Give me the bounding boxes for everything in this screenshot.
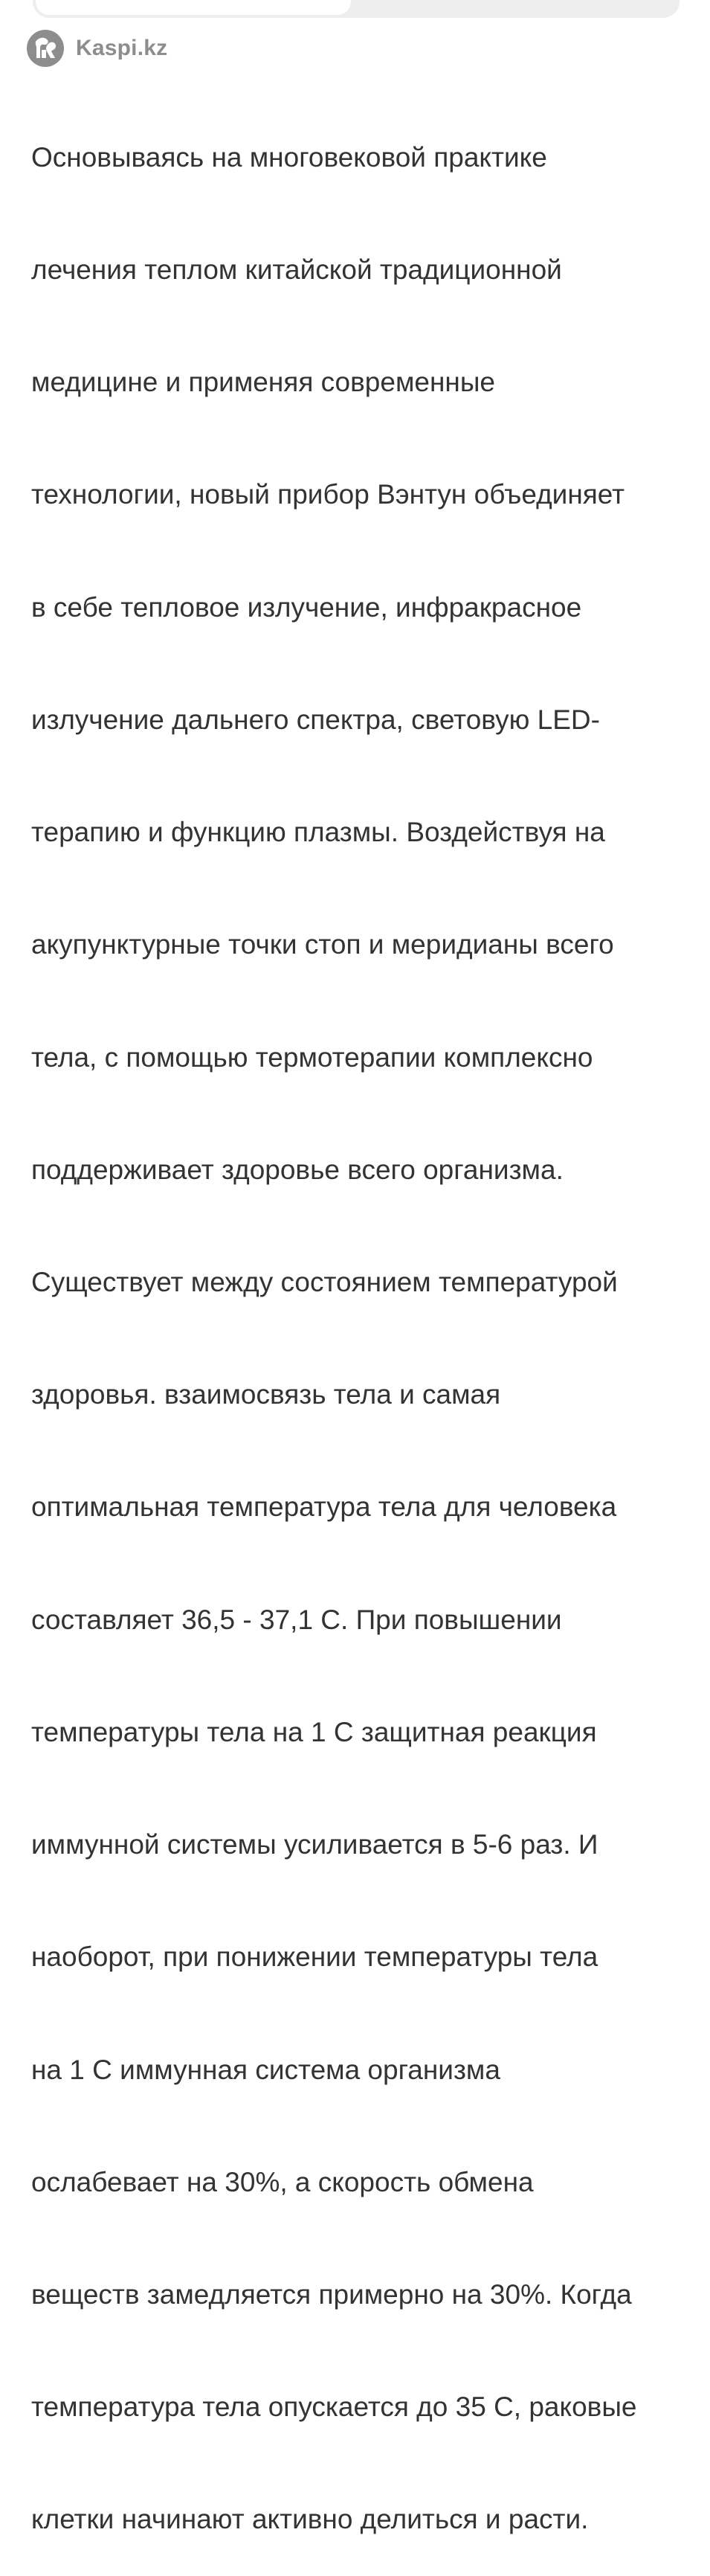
kaspi-logo-icon bbox=[27, 30, 64, 67]
top-segmented-control bbox=[33, 0, 680, 18]
article-text bbox=[31, 64, 693, 2576]
source-name: Kaspi.kz bbox=[76, 36, 168, 60]
article-line: Существует между состоянием температурой bbox=[31, 1267, 618, 1297]
article-line: Основываясь на многовековой практике bbox=[31, 141, 547, 173]
article-line: технологии, новый прибор Вэнтун объединяет bbox=[31, 479, 625, 510]
article-line: иммунной системы усиливается в 5-6 раз. И bbox=[31, 1829, 598, 1860]
article-line: температуры тела на 1 С защитная реакция bbox=[31, 1716, 597, 1747]
article-line: клетки начинают активно делиться и расти. bbox=[31, 2504, 589, 2535]
article-line: тела, с помощью термотерапии комплексно bbox=[31, 1041, 593, 1073]
article-line: на 1 С иммунная система организма bbox=[31, 2054, 500, 2085]
article-line: составляет 36,5 - 37,1 С. При повышении bbox=[31, 1604, 562, 1635]
article-line: наоборот, при понижении температуры тела bbox=[31, 1941, 598, 1973]
tab-left[interactable] bbox=[36, 0, 351, 15]
article-line: лечения теплом китайской традиционной bbox=[31, 254, 562, 286]
article-line: терапию и функцию плазмы. Воздействуя на bbox=[31, 817, 605, 848]
article-line: медицине и применяя современные bbox=[31, 367, 495, 398]
article-line: поддерживает здоровье всего организма. bbox=[31, 1154, 564, 1185]
article-line: веществ замедляется примерно на 30%. Когда bbox=[31, 2278, 632, 2310]
article-line: ослабевает на 30%, а скорость обмена bbox=[31, 2166, 534, 2197]
article-line: оптимальная температура тела для человека bbox=[31, 1491, 617, 1523]
article-line: излучение дальнего спектра, световую LED- bbox=[31, 704, 600, 735]
article-line: в себе тепловое излучение, инфракрасное bbox=[31, 591, 582, 623]
source-header bbox=[27, 30, 167, 67]
article-line: акупунктурные точки стоп и меридианы всего bbox=[31, 929, 614, 960]
article-line: температура тела опускается до 35 С, раковые bbox=[31, 2392, 637, 2423]
article-line: здоровья. взаимосвязь тела и самая bbox=[31, 1379, 501, 1410]
